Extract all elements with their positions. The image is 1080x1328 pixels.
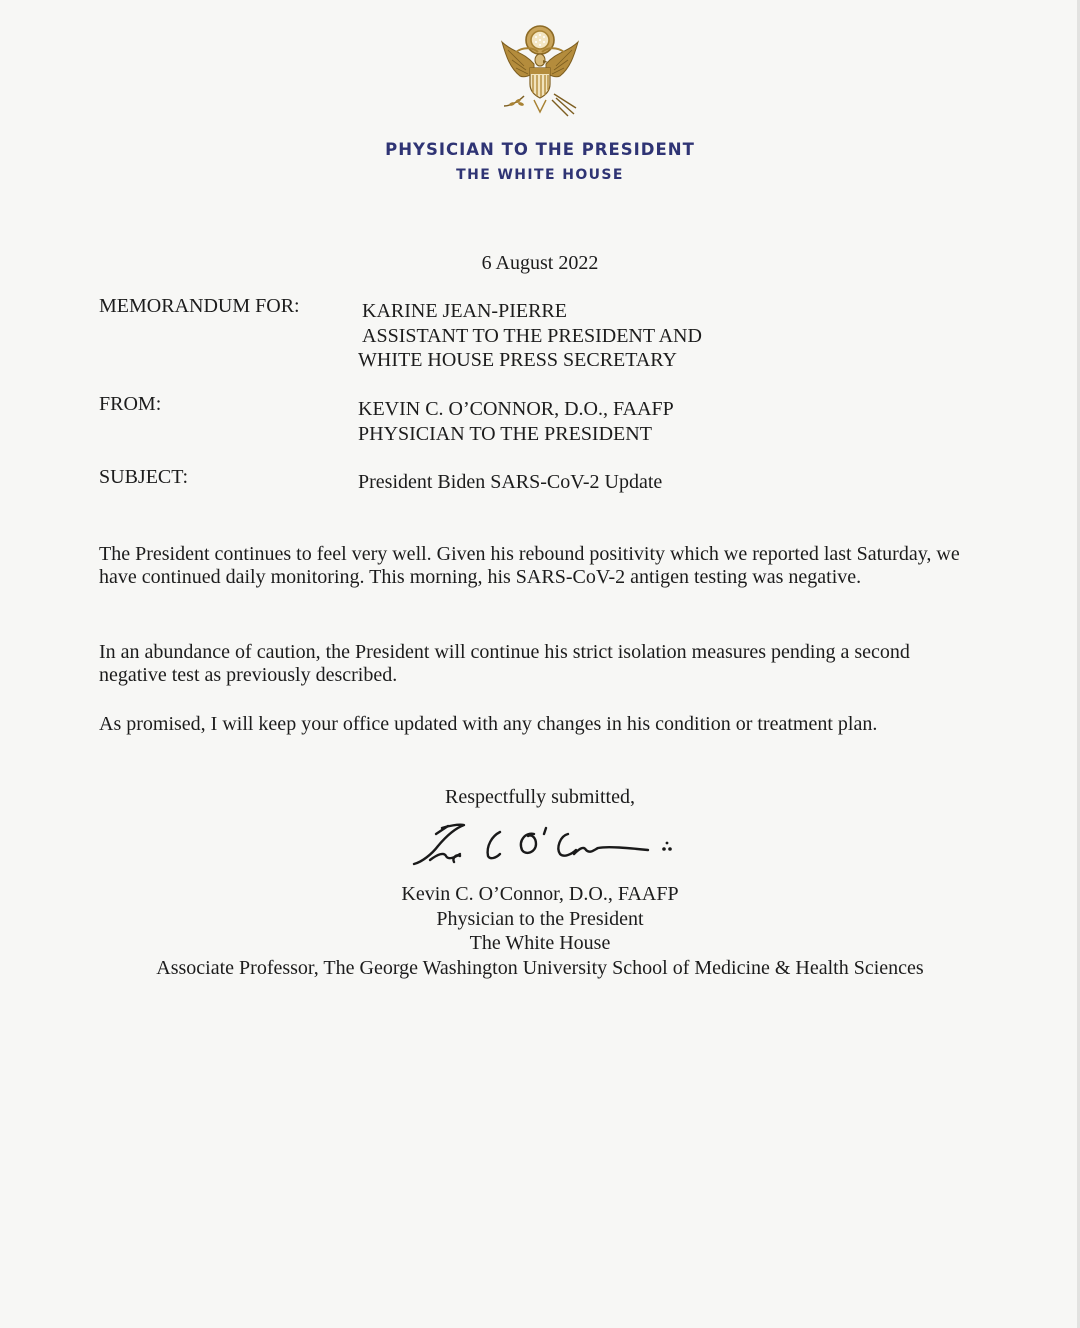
presidential-seal-icon	[494, 22, 586, 120]
memo-for-label: MEMORANDUM FOR:	[99, 295, 300, 317]
memo-subject-label: SUBJECT:	[99, 466, 189, 488]
memo-date: 6 August 2022	[481, 252, 599, 274]
memo-subject: President Biden SARS-CoV-2 Update	[358, 471, 663, 493]
sender-title: PHYSICIAN TO THE PRESIDENT	[358, 422, 652, 445]
letterhead-title: PHYSICIAN TO THE PRESIDENT	[385, 140, 695, 159]
letterhead-subtitle: THE WHITE HOUSE	[456, 167, 624, 183]
signatory-name: Kevin C. O’Connor, D.O., FAAFP	[401, 883, 679, 905]
memo-from-label: FROM:	[99, 393, 162, 415]
signature-block	[0, 882, 1080, 980]
recipient-name: KARINE JEAN-PIERRE	[362, 300, 567, 322]
body-paragraph-2: In an abundance of caution, the President will continue his strict isolation measures pending a second negative test as previously described.	[99, 641, 910, 686]
signatory-affiliation: Associate Professor, The George Washington University School of Medicine & Health Sciences	[156, 956, 924, 979]
memo-for-recipient	[358, 299, 702, 373]
body-paragraph-3: As promised, I will keep your office updated with any changes in his condition or treatment plan.	[99, 713, 878, 735]
closing: Respectfully submitted,	[445, 786, 635, 808]
handwritten-signature-icon	[408, 818, 680, 870]
recipient-title-2: WHITE HOUSE PRESS SECRETARY	[358, 349, 677, 371]
memo-from-sender	[358, 397, 674, 446]
signatory-title: Physician to the President	[436, 907, 644, 930]
signatory-office: The White House	[469, 932, 611, 954]
body-paragraph-1: The President continues to feel very well. Given his rebound positivity which we reported last Saturday, we have continued daily monitoring. This morning, his SARS-CoV-2 antigen testing was negative.	[99, 543, 960, 588]
recipient-title: ASSISTANT TO THE PRESIDENT AND	[362, 324, 702, 347]
sender-name: KEVIN C. O’CONNOR, D.O., FAAFP	[358, 398, 674, 420]
